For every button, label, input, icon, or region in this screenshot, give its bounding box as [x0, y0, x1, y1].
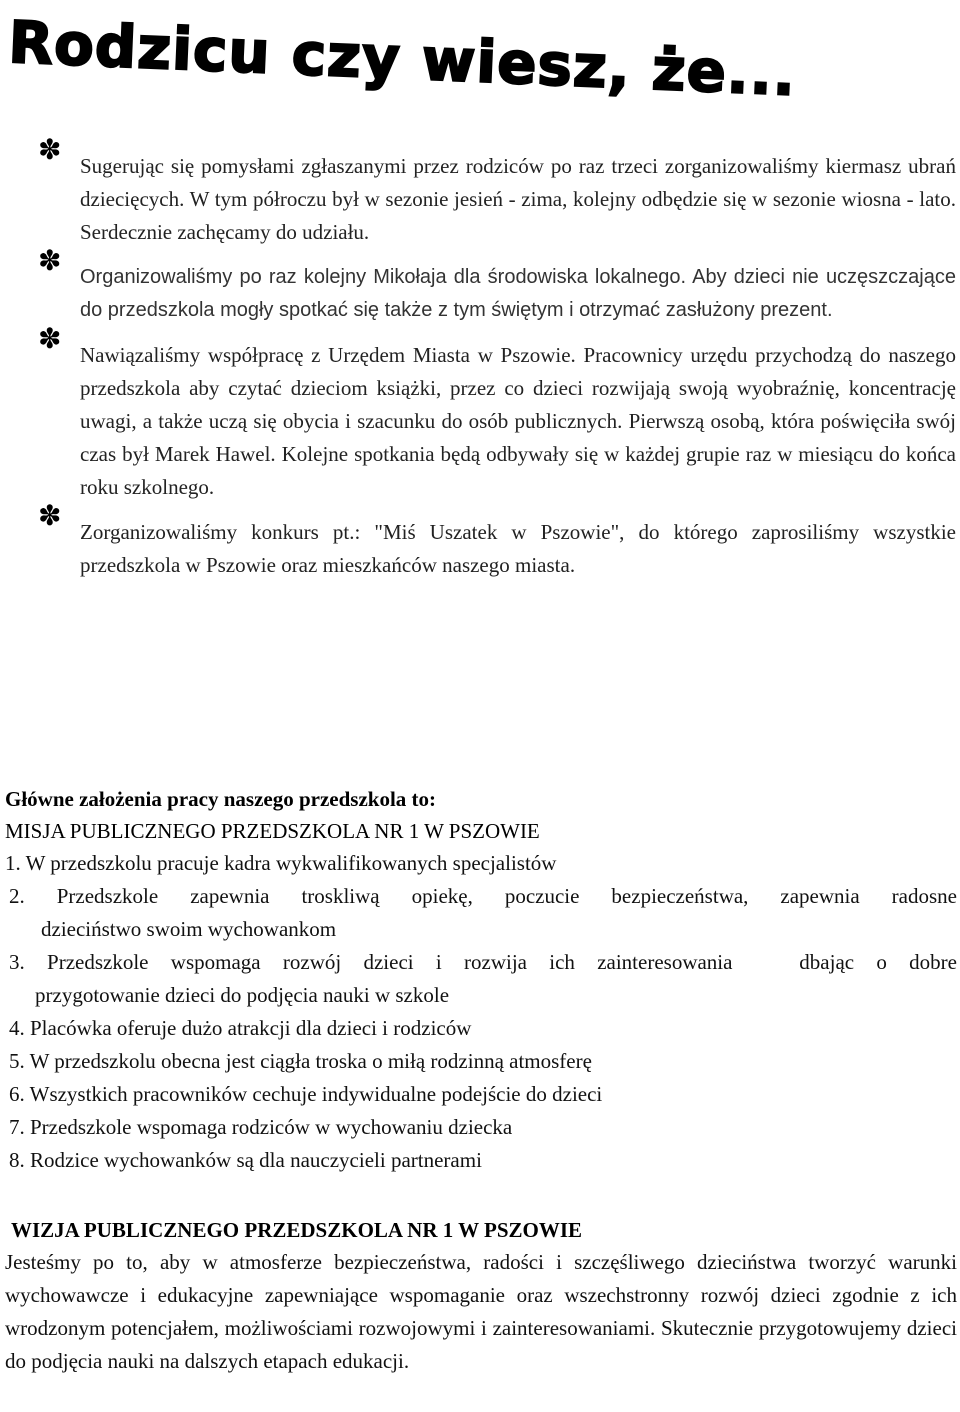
bullet-text: Sugerując się pomysłami zgłaszanymi przez rodziców po raz trzeci zorganizowaliśmy kiermasz ubrań dziecięcych. W tym półroczu był w sezonie jesień - zima, kolejny odbędzie się w sezonie wiosna - lato. Serdecznie zachęcamy do udziału. — [80, 154, 956, 244]
list-item: 5. W przedszkolu obecna jest ciągła troska o miłą rodzinną atmosferę — [9, 1049, 592, 1073]
bullet-item — [0, 501, 960, 582]
mission-heading: MISJA PUBLICZNEGO PRZEDSZKOLA NR 1 W PSZOWIE — [5, 819, 540, 843]
list-item: 6. Wszystkich pracowników cechuje indywidualne podejście do dzieci — [9, 1082, 603, 1106]
list-item: 1. W przedszkolu pracuje kadra wykwalifikowanych specjalistów — [5, 851, 557, 875]
vision-section — [5, 1214, 957, 1378]
bullet-text: Organizowaliśmy po raz kolejny Mikołaja dla środowiska lokalnego. Aby dzieci nie uczęszczające do przedszkola mogły spotkać się także z tym świętym i otrzymać zasłużony prezent. — [80, 266, 956, 321]
list-item: 2. Przedszkole zapewnia troskliwą opiekę, poczucie bezpieczeństwa, zapewnia radosne — [9, 884, 957, 908]
vision-heading: WIZJA PUBLICZNEGO PRZEDSZKOLA NR 1 W PSZOWIE — [11, 1218, 583, 1242]
list-item: 3. Przedszkole wspomaga rozwój dzieci i rozwija ich zainteresowania dbając o dobre — [9, 950, 957, 974]
list-item-continuation: dzieciństwo swoim wychowankom — [41, 917, 337, 941]
vision-text: Jesteśmy po to, aby w atmosferze bezpieczeństwa, radości i szczęśliwego dzieciństwa tworzyć warunki wychowawcze i edukacyjne zapewniające wspomaganie oraz wszechstronny rozwój dzieci zgodnie z ich wrodzonym potencjałem, możliwościami rozwojowymi i zainteresowaniami. Skutecznie przygotowujemy dzieci do podjęcia nauki na dalszych etapach edukacji. — [5, 1250, 957, 1373]
page-title: Rodzicu czy wiesz, że... — [7, 8, 798, 109]
bullet-item — [0, 324, 960, 504]
list-item: 7. Przedszkole wspomaga rodziców w wychowaniu dziecka — [9, 1115, 513, 1139]
asterisk-flower-icon: ✽ — [38, 501, 62, 532]
main-heading: Główne założenia pracy naszego przedszkola to: — [5, 787, 437, 811]
mission-section — [5, 783, 957, 1177]
bullet-text: Nawiązaliśmy współpracę z Urzędem Miasta w Pszowie. Pracownicy urzędu przychodzą do naszego przedszkola aby czytać dzieciom książki, przez co dzieci rozwijają swoją wyobraźnię, koncentrację uwagi, a także uczą się obycia i szacunku do osób publicznych. Pierwszą osobą, która poświęciła swój czas był Marek Hawel. Kolejne spotkania będą odbywały się w każdej grupie raz w miesiącu do końca roku szkolnego. — [80, 343, 956, 499]
bullet-text: Zorganizowaliśmy konkurs pt.: "Miś Uszatek w Pszowie", do którego zaprosiliśmy wszystkie przedszkola w Pszowie oraz mieszkańców naszego miasta. — [80, 520, 956, 577]
asterisk-flower-icon: ✽ — [38, 135, 62, 166]
list-item-continuation: przygotowanie dzieci do podjęcia nauki w szkole — [35, 983, 450, 1007]
list-item: 4. Placówka oferuje dużo atrakcji dla dzieci i rodziców — [9, 1016, 472, 1040]
list-item: 8. Rodzice wychowanków są dla nauczycieli partnerami — [9, 1148, 482, 1172]
bullet-item — [0, 246, 960, 327]
news-bullet-list — [0, 135, 960, 594]
asterisk-flower-icon: ✽ — [38, 246, 62, 277]
bullet-item — [0, 135, 960, 249]
asterisk-flower-icon: ✽ — [38, 324, 62, 355]
